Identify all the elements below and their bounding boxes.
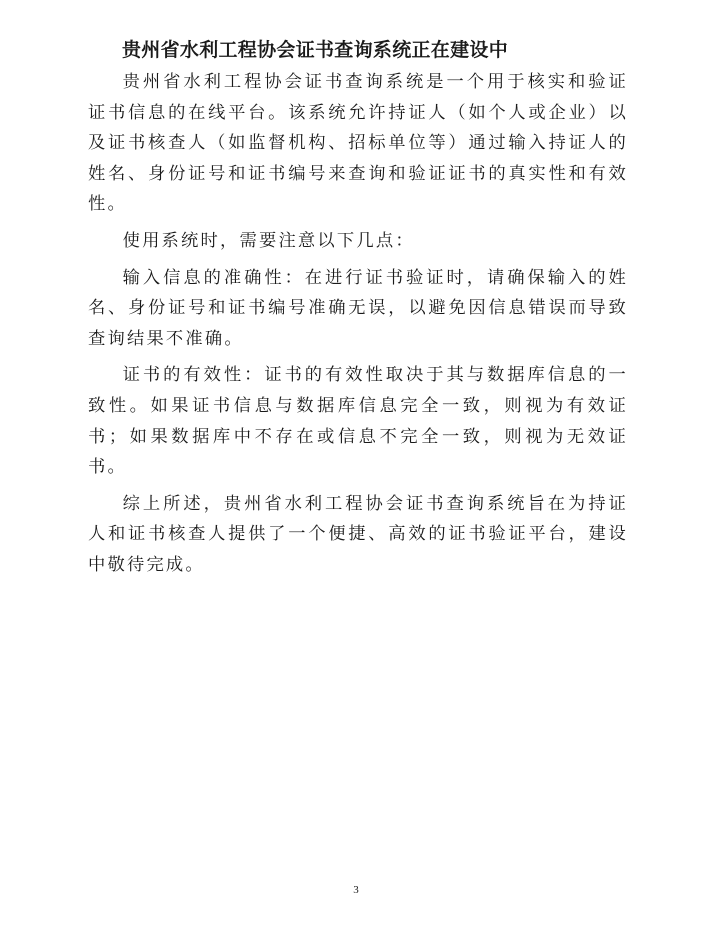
page-title: 贵州省水利工程协会证书查询系统正在建设中 (122, 39, 509, 61)
paragraph-summary: 综上所述，贵州省水利工程协会证书查询系统旨在为持证人和证书核查人提供了一个便捷、高效的证书验证平台，建设中敬待完成。 (88, 493, 628, 575)
document-body (88, 67, 628, 587)
page-number: 3 (353, 884, 359, 896)
paragraph-notes-heading: 使用系统时，需要注意以下几点： (122, 230, 415, 251)
paragraph-input-accuracy: 输入信息的准确性：在进行证书验证时，请确保输入的姓名、身份证号和证书编号准确无误，以避免因信息错误而导致查询结果不准确。 (88, 267, 628, 349)
paragraph-intro: 贵州省水利工程协会证书查询系统是一个用于核实和验证证书信息的在线平台。该系统允许持证人（如个人或企业）以及证书核查人（如监督机构、招标单位等）通过输入持证人的姓名、身份证号和证书编号来查询和验证证书的真实性和有效性。 (88, 72, 628, 215)
paragraph-certificate-validity: 证书的有效性：证书的有效性取决于其与数据库信息的一致性。如果证书信息与数据库信息完全一致，则视为有效证书；如果数据库中不存在或信息不完全一致，则视为无效证书。 (88, 365, 628, 478)
